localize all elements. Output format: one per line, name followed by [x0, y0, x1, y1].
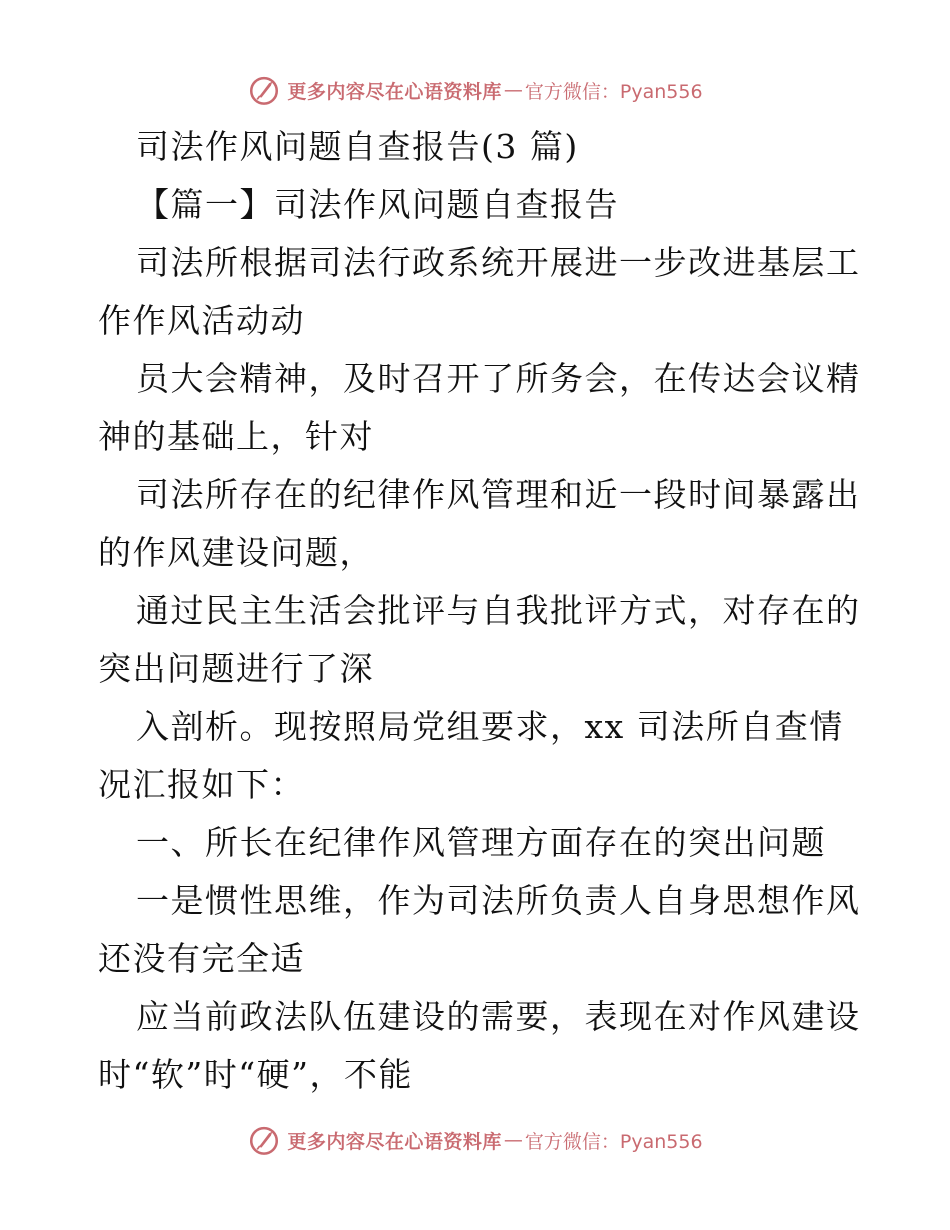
- section-heading: 【篇一】司法作风问题自查报告: [136, 185, 619, 224]
- paragraph-line: 神的基础上，针对: [98, 417, 374, 456]
- subsection-heading: 一、所长在纪律作风管理方面存在的突出问题: [136, 823, 826, 862]
- paragraph-line: 应当前政法队伍建设的需要，表现在对作风建设: [136, 997, 861, 1036]
- paragraph-line: 作作风活动动: [98, 301, 305, 340]
- paragraph-line: 司法所存在的纪律作风管理和近一段时间暴露出: [136, 475, 861, 514]
- watermark-site-text: 更多内容尽在心语资料库: [287, 1130, 502, 1153]
- paragraph-line: 一是惯性思维，作为司法所负责人自身思想作风: [136, 881, 861, 920]
- watermark-separator: —: [503, 1129, 523, 1151]
- watermark-wechat-text: 官方微信：Pyan556: [524, 80, 703, 103]
- paragraph-line: 还没有完全适: [98, 939, 305, 978]
- document-body: [98, 118, 861, 1104]
- paragraph-line: 入剖析。现按照局党组要求，xx 司法所自查情: [136, 707, 844, 746]
- watermark-site-text: 更多内容尽在心语资料库: [287, 80, 502, 103]
- watermark-separator: —: [503, 79, 523, 101]
- watermark-banner-top: [0, 70, 950, 110]
- paragraph-line: 突出问题进行了深: [98, 649, 374, 688]
- paragraph-line: 通过民主生活会批评与自我批评方式，对存在的: [136, 591, 861, 630]
- watermark-banner-bottom: [0, 1120, 950, 1160]
- quill-pen-logo-icon: [247, 1123, 281, 1157]
- paragraph-line: 的作风建设问题，: [98, 533, 374, 572]
- paragraph-line: 司法所根据司法行政系统开展进一步改进基层工: [136, 243, 861, 282]
- watermark-wechat-text: 官方微信：Pyan556: [524, 1130, 703, 1153]
- document-title: 司法作风问题自查报告(3 篇): [136, 127, 579, 166]
- quill-pen-logo-icon: [247, 73, 281, 107]
- paragraph-line: 员大会精神，及时召开了所务会，在传达会议精: [136, 359, 861, 398]
- paragraph-line: 时“软”时“硬”，不能: [98, 1055, 413, 1094]
- paragraph-line: 况汇报如下：: [98, 765, 305, 804]
